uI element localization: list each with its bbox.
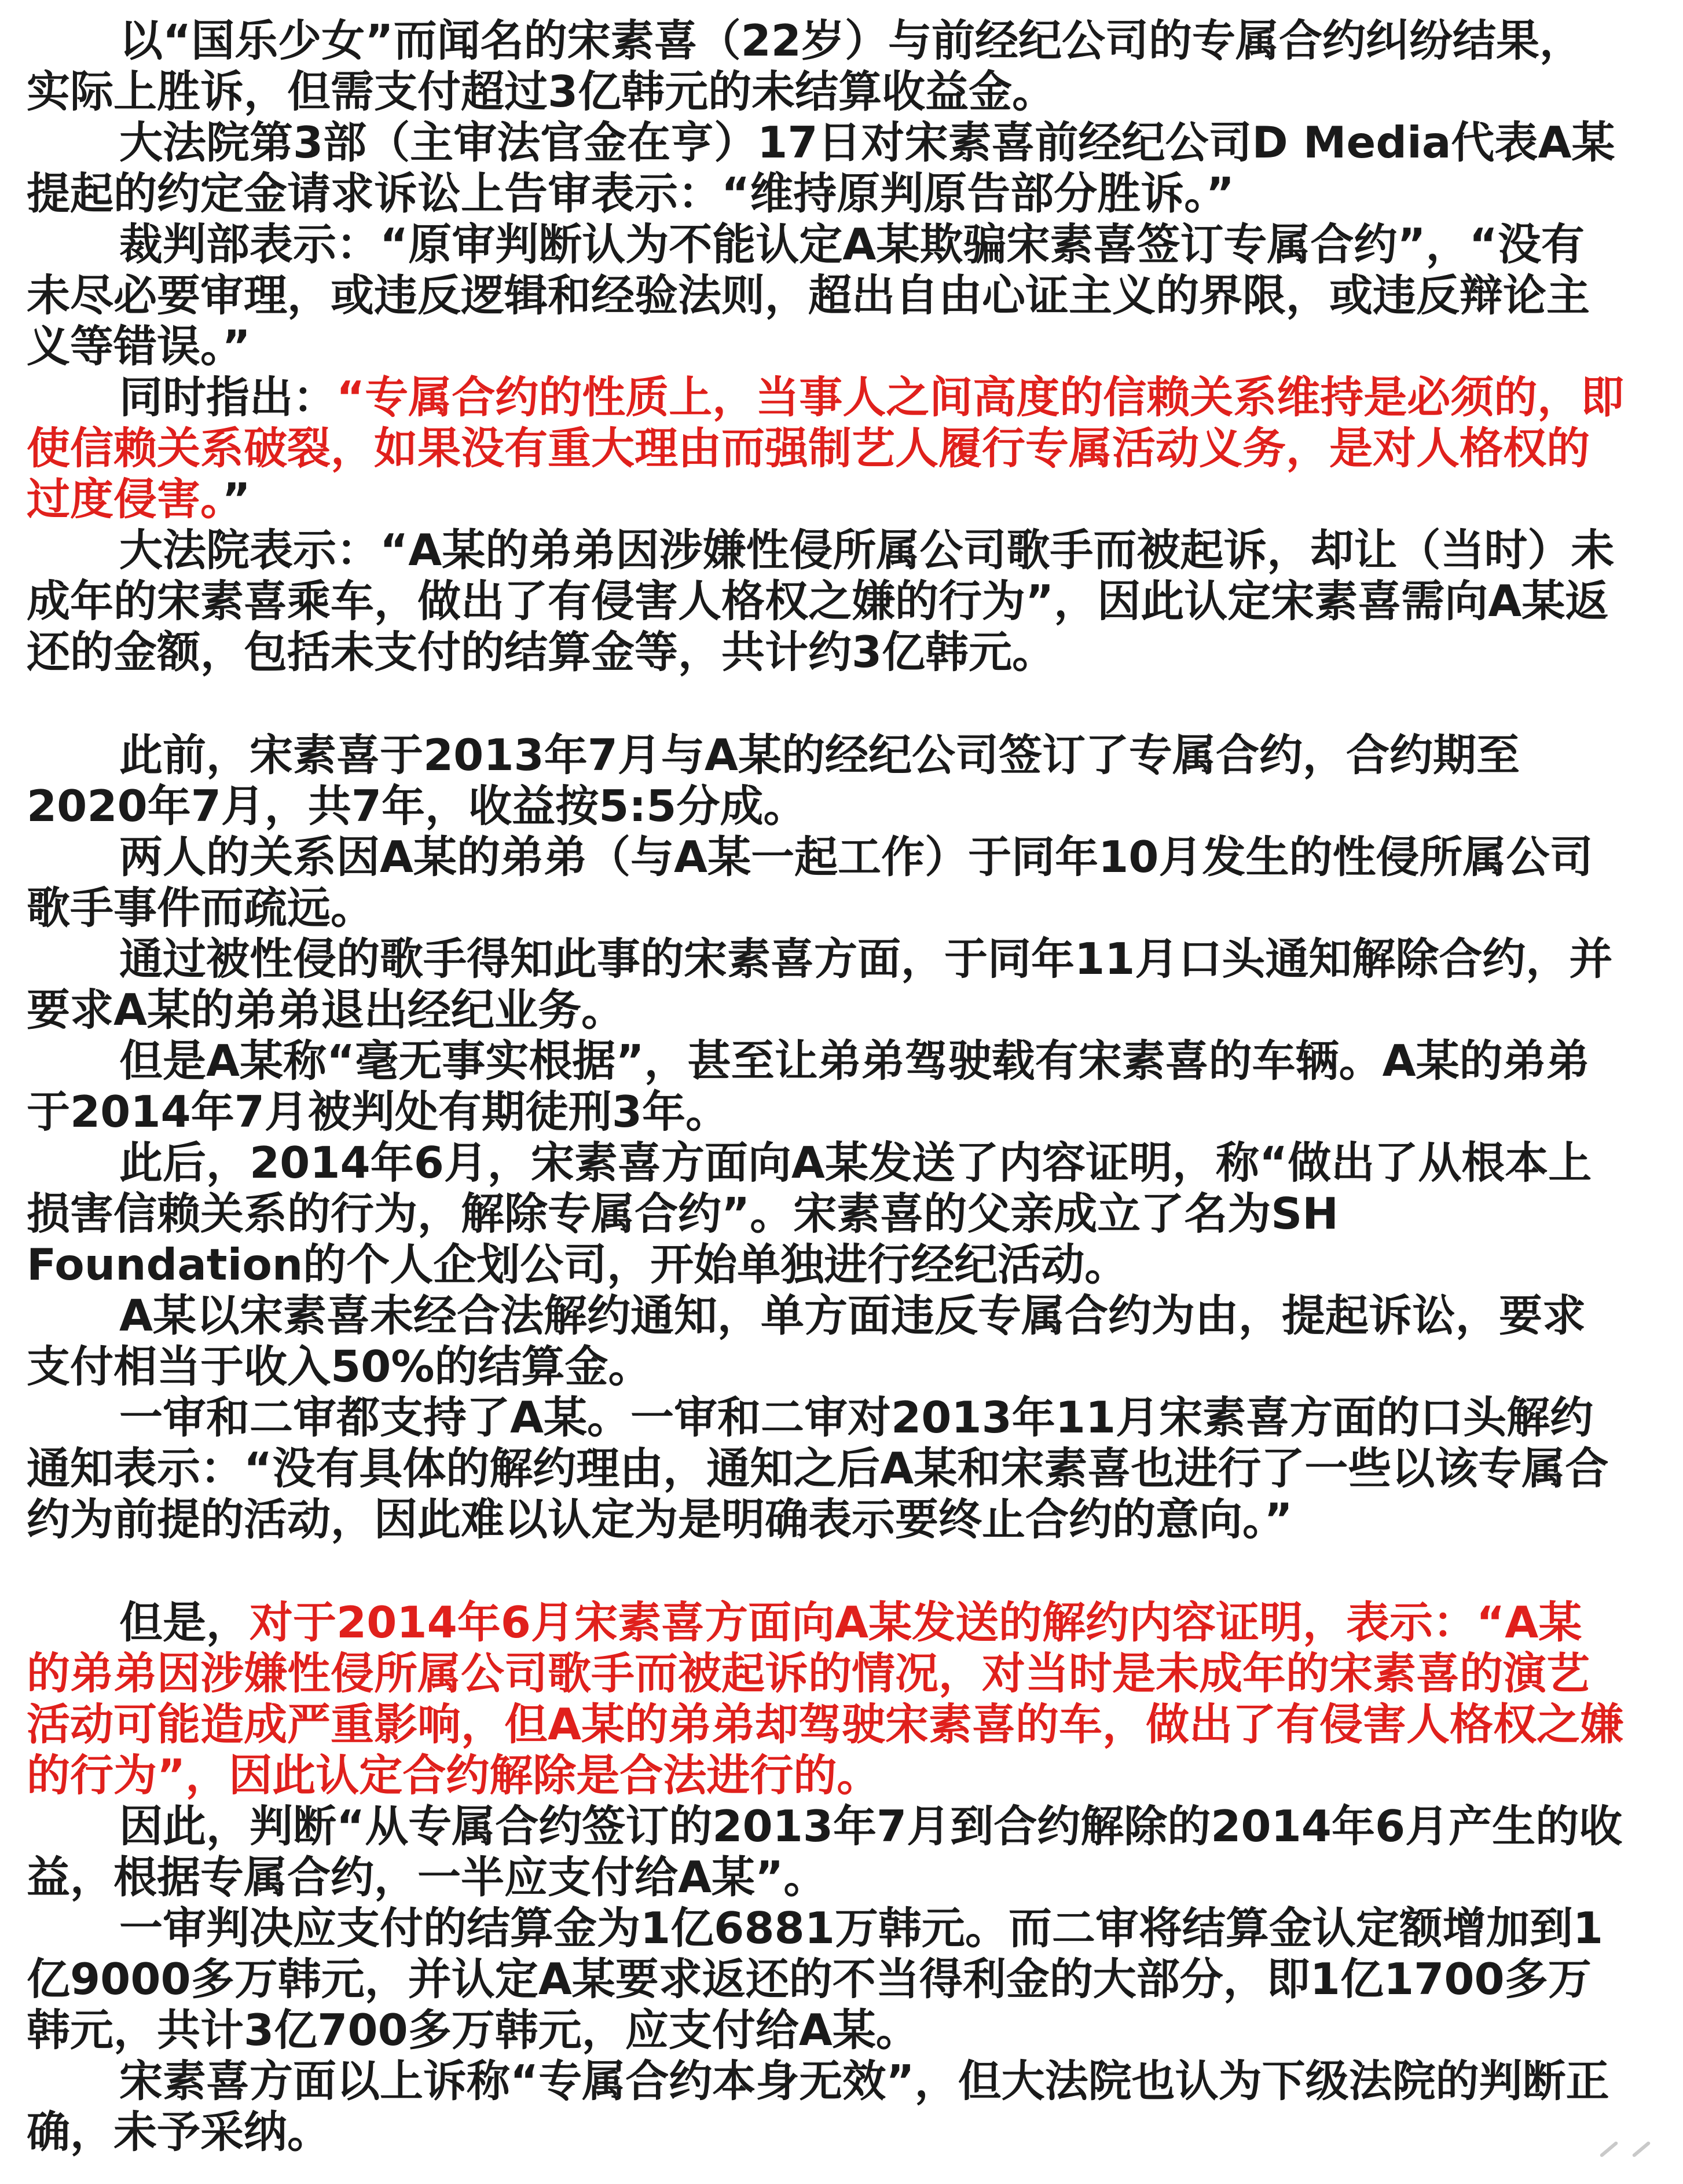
paragraph-text: 一审判决应支付的结算金为1亿6881万韩元。而二审将结算金认定额增加到1亿9000多万韩元，并认定A某要求返还的不当得利金的大部分，即1亿1700多万韩元，共计3亿700多万韩元，应支付给A某。 <box>27 1903 1604 2055</box>
paragraph <box>27 933 1625 1035</box>
paragraph <box>27 525 1625 677</box>
paragraph <box>27 1903 1625 2055</box>
paragraph-text: 大法院第3部（主审法官金在亨）17日对宋素喜前经纪公司D Media代表A某提起的约定金请求诉讼上告审表示：“维持原判原告部分胜诉。” <box>27 117 1615 219</box>
paragraph-text: 裁判部表示：“原审判断认为不能认定A某欺骗宋素喜签订专属合约”，“没有未尽必要审理，或违反逻辑和经验法则，超出自由心证主义的界限，或违反辩论主义等错误。” <box>27 219 1590 372</box>
paragraph-text: 因此，判断“从专属合约签订的2013年7月到合约解除的2014年6月产生的收益，根据专属合约，一半应支付给A某”。 <box>27 1801 1623 1903</box>
highlighted-text: “专属合约的性质上，当事人之间高度的信赖关系维持是必须的，即使信赖关系破裂，如果没有重大理由而强制艺人履行专属活动义务，是对人格权的过度侵害。 <box>27 372 1625 525</box>
paragraph <box>27 831 1625 933</box>
paragraph-spacer <box>27 677 1625 730</box>
paragraph <box>27 1035 1625 1137</box>
paragraph-text: 以“国乐少女”而闻名的宋素喜（22岁）与前经纪公司的专属合约纠纷结果，实际上胜诉，但需支付超过3亿韩元的未结算收益金。 <box>27 15 1583 117</box>
paragraph <box>27 1801 1625 1903</box>
paragraph-text: 一审和二审都支持了A某。一审和二审对2013年11月宋素喜方面的口头解约通知表示：“没有具体的解约理由，通知之后A某和宋素喜也进行了一些以该专属合约为前提的活动，因此难以认定为是明确表示要终止合约的意向。” <box>27 1392 1609 1545</box>
paragraph <box>27 1137 1625 1290</box>
paragraph <box>27 15 1625 117</box>
paragraph <box>27 1597 1625 1801</box>
paragraph <box>27 1290 1625 1392</box>
highlighted-text: 对于2014年6月宋素喜方面向A某发送的解约内容证明，表示：“A某的弟弟因涉嫌性侵所属公司歌手而被起诉的情况，对当时是未成年的宋素喜的演艺活动可能造成严重影响，但A某的弟弟却驾驶宋素喜的车，做出了有侵害人格权之嫌的行为”，因此认定合约解除是合法进行的。 <box>27 1597 1624 1801</box>
resize-grip-icon <box>1590 2138 1660 2161</box>
paragraph <box>27 730 1625 831</box>
paragraph-spacer <box>27 1545 1625 1597</box>
paragraph <box>27 372 1625 525</box>
paragraph-text: 大法院表示：“A某的弟弟因涉嫌性侵所属公司歌手而被起诉，却让（当时）未成年的宋素喜乘车，做出了有侵害人格权之嫌的行为”，因此认定宋素喜需向A某返还的金额，包括未支付的结算金等，共计约3亿韩元。 <box>27 525 1615 677</box>
paragraph <box>27 117 1625 219</box>
paragraph-text: 同时指出： <box>119 372 337 423</box>
paragraph <box>27 219 1625 372</box>
paragraph-text: A某以宋素喜未经合法解约通知，单方面违反专属合约为由，提起诉讼，要求支付相当于收入50%的结算金。 <box>27 1290 1586 1392</box>
paragraph-text: 但是A某称“毫无事实根据”，甚至让弟弟驾驶载有宋素喜的车辆。A某的弟弟于2014年7月被判处有期徒刑3年。 <box>27 1035 1590 1137</box>
paragraph-text: 但是， <box>119 1597 250 1648</box>
paragraph-text: 此后，2014年6月，宋素喜方面向A某发送了内容证明，称“做出了从根本上损害信赖关系的行为，解除专属合约”。宋素喜的父亲成立了名为SH Foundation的个人企划公司，开始单独进行经纪活动。 <box>27 1137 1592 1290</box>
paragraph-text: 通过被性侵的歌手得知此事的宋素喜方面，于同年11月口头通知解除合约，并要求A某的弟弟退出经纪业务。 <box>27 933 1613 1035</box>
paragraph-text: 此前，宋素喜于2013年7月与A某的经纪公司签订了专属合约，合约期至2020年7月，共7年，收益按5:5分成。 <box>27 730 1520 831</box>
article-body <box>27 15 1625 2157</box>
paragraph <box>27 2055 1625 2157</box>
paragraph <box>27 1392 1625 1545</box>
paragraph-text: 宋素喜方面以上诉称“专属合约本身无效”，但大法院也认为下级法院的判断正确，未予采纳。 <box>27 2055 1609 2157</box>
paragraph-text: 两人的关系因A某的弟弟（与A某一起工作）于同年10月发生的性侵所属公司歌手事件而疏远。 <box>27 831 1593 933</box>
paragraph-text: ” <box>222 474 251 525</box>
